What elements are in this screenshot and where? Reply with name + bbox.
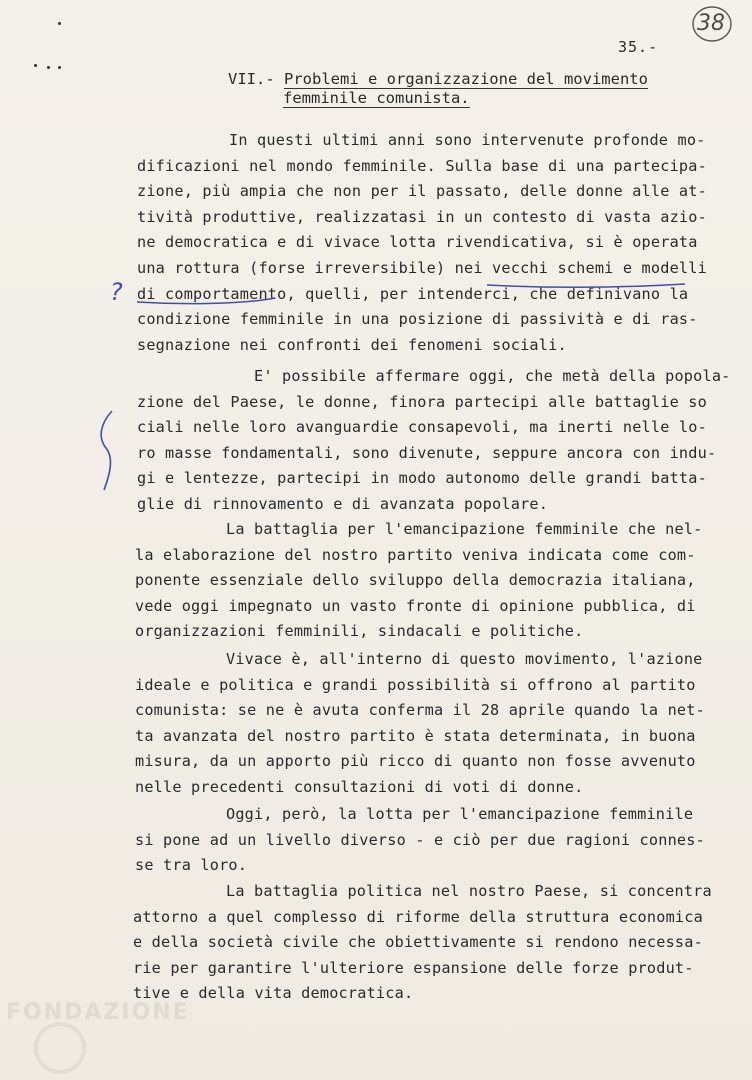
text-line: misura, da un apporto più ricco di quanto non fosse avvenuto <box>135 752 696 771</box>
handwritten-underline <box>135 280 695 308</box>
text-line: Oggi, però, la lotta per l'emancipazione femminile <box>226 805 694 823</box>
text-line: una rottura (forse irreversibile) nei vecchi schemi e modelli <box>137 259 707 277</box>
text-line: E' possibile affermare oggi, che metà della popola- <box>254 367 731 385</box>
margin-dot <box>58 22 61 25</box>
page-number: 35.- <box>618 38 659 56</box>
text-line: In questi ultimi anni sono intervenute profonde mo- <box>229 131 706 149</box>
text-line: e della società civile che obiettivamente si rendono necessa- <box>133 933 703 952</box>
text-line: La battaglia per l'emancipazione femminile che nel- <box>226 520 703 538</box>
question-mark-annotation: ? <box>110 278 123 306</box>
text-line: segnazione nei confronti dei fenomeni sociali. <box>137 335 567 354</box>
text-line: si pone ad un livello diverso - e ciò per due ragioni connes- <box>135 830 705 849</box>
title-line-1: Problemi e organizzazione del movimento <box>284 70 648 88</box>
text-line: ne democratica e di vivace lotta rivendicativa, si è operata <box>137 233 698 252</box>
margin-dot <box>34 64 37 67</box>
watermark-logo <box>34 1022 86 1074</box>
text-line: ro masse fondamentali, sono divenute, seppure ancora con indu- <box>137 443 717 462</box>
text-line: organizzazioni femminili, sindacali e politiche. <box>135 622 584 641</box>
text-line: vede oggi impegnato un vasto fronte di opinione pubblica, di <box>135 596 696 615</box>
section-title: VII.- Problemi e organizzazione del movimento femminile comunista. <box>228 70 648 107</box>
text-line: di comportamento, quelli, per intenderci, che definivano la <box>137 284 689 303</box>
text-line: rie per garantire l'ulteriore espansione delle forze produt- <box>133 958 694 977</box>
text-line: Vivace è, all'interno di questo movimento, l'azione <box>226 650 703 668</box>
text-line: La battaglia politica nel nostro Paese, si concentra <box>226 882 712 900</box>
archive-number: 38 <box>690 4 732 42</box>
text-line: ciali nelle loro avanguardie consapevoli, ma inerti nelle lo- <box>137 418 707 437</box>
text-line: nelle precedenti consultazioni di voti di donne. <box>135 778 584 796</box>
text-line: zione del Paese, le donne, finora partecipi alle battaglie so <box>137 392 707 411</box>
title-line-2: femminile comunista. <box>283 89 470 107</box>
text-line: ta avanzata del nostro partito è stata determinata, in buona <box>135 726 696 745</box>
archive-watermark: FONDAZIONE <box>6 1000 190 1025</box>
text-line: dificazioni nel mondo femminile. Sulla base di una partecipa- <box>137 156 707 175</box>
text-line: ideale e politica e grandi possibilità si offrono al partito <box>135 675 696 694</box>
text-line: comunista: se ne è avuta conferma il 28 aprile quando la net- <box>135 701 705 720</box>
text-line: ponente essenziale dello sviluppo della democrazia italiana, <box>135 571 696 590</box>
margin-dot <box>47 66 50 69</box>
text-line: condizione femminile in una posizione di passività e di ras- <box>137 310 698 329</box>
text-line: glie di rinnovamento e di avanzata popolare. <box>137 495 549 513</box>
text-line: tive e della vita democratica. <box>133 984 414 1003</box>
text-line: gi e lentezze, partecipi in modo autonomo delle grandi batta- <box>137 469 707 488</box>
margin-dot <box>58 66 61 69</box>
text-line: tività produttive, realizzatasi in un contesto di vasta azio- <box>137 207 707 226</box>
text-line: se tra loro. <box>135 856 248 875</box>
text-line: la elaborazione del nostro partito veniva indicata come com- <box>135 545 696 564</box>
text-line: zione, più ampia che non per il passato, delle donne alle at- <box>137 182 707 201</box>
margin-bracket-annotation <box>92 408 122 494</box>
text-line: attorno a quel complesso di riforme della struttura economica <box>133 907 703 926</box>
